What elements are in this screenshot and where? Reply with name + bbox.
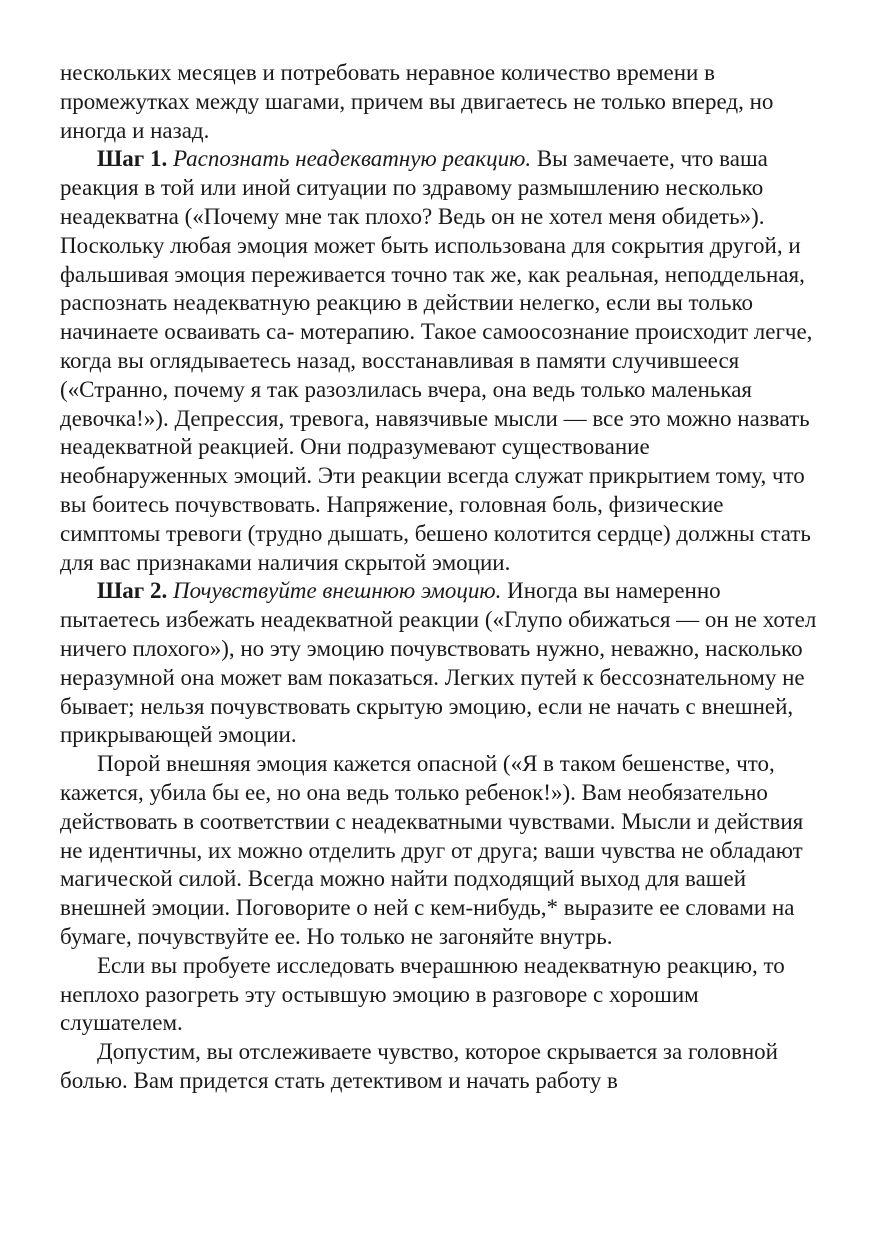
document-page [60, 59, 822, 1096]
paragraph-continuation: нескольких месяцев и потребовать неравное количество времени в промежутках между шагами, причем вы двигаетесь не только вперед, но иногда и назад. [60, 60, 774, 143]
step-1-label: Шаг 1. [97, 146, 168, 172]
step-1-text: Вы замечаете, что ваша реакция в той или иной ситуации по здравому размышлению несколько неадекватна («Почему мне так плохо? Ведь он не хотел меня обидеть»). Поскольку любая эмоция может быть использована для сокрытия другой, и фальшивая эмоция переживается точно так же, как реальная, неподдельная, распознать неадекватную реакцию в действии нелегко, если вы только начинаете осваивать са- мотерапию. Такое самоосознание происходит легче, когда вы оглядываетесь назад, восстанавливая в памяти случившееся («Странно, почему я так разозлилась вчера, она ведь только маленькая девочка!»). Депрессия, тревога, навязчивые мысли — все это можно назвать неадекватной реакцией. Они подразумевают существование необнаруженных эмоций. Эти реакции всегда служат прикрытием тому, что вы боитесь почувствовать. Напряжение, головная боль, физические симптомы тревоги (трудно дышать, бешено колотится сердце) должны стать для вас признаками наличия скрытой эмоции. [60, 146, 813, 575]
step-2-title: Почувствуйте внешнюю эмоцию. [172, 578, 502, 604]
paragraph-headache: Допустим, вы отслеживаете чувство, которое скрывается за головной болью. Вам придется стать детективом и начать работу в [60, 1039, 778, 1093]
step-1-title: Распознать неадекватную реакцию. [172, 146, 532, 172]
paragraph-yesterday-reaction: Если вы пробуете исследовать вчерашнюю неадекватную реакцию, то неплохо разогреть эту остывшую эмоцию в разговоре с хорошим слушателем. [60, 952, 785, 1036]
step-2-label: Шаг 2. [97, 578, 168, 604]
paragraph-step-2 [60, 577, 822, 750]
step-2-text: Иногда вы намеренно пытаетесь избежать неадекватной реакции («Глупо обижаться — он не хотел ничего плохого»), но эту эмоцию почувствовать нужно, неважно, насколько неразумной она может вам показаться. Легких путей к бессознательному не бывает; нельзя почувствовать скрытую эмоцию, если не начать с внешней, прикрывающей эмоции. [60, 578, 817, 748]
paragraph-step-1 [60, 145, 822, 577]
paragraph-external-emotion: Порой внешняя эмоция кажется опасной («Я в таком бешенстве, что, кажется, убила бы ее, но она ведь только ребенок!»). Вам необязательно действовать в соответствии с неадекватными чувствами. Мысли и действия не идентичны, их можно отделить друг от друга; ваши чувства не обладают магической силой. Всегда можно найти подходящий выход для вашей внешней эмоции. Поговорите о ней с кем-нибудь,* выразите ее словами на бумаге, почувствуйте ее. Но только не загоняйте внутрь. [60, 751, 804, 949]
